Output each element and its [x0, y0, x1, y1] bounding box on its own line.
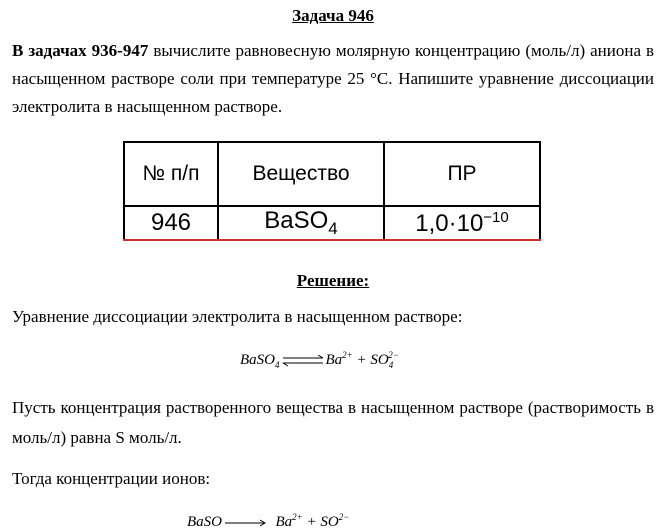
- eq2-cation: Ba: [275, 514, 293, 530]
- eq-anion-charge: 2−: [388, 350, 399, 360]
- eq2-anion: SO: [320, 514, 339, 530]
- cell-pr: [384, 206, 540, 240]
- eq-reactant: BaSO: [240, 352, 275, 368]
- arrow-icon: [224, 517, 266, 529]
- eq-cation-charge: 2+: [342, 350, 353, 360]
- eq-anion-sub: 4: [388, 360, 394, 370]
- page-title: Задача 946: [292, 6, 374, 25]
- header-substance: Вещество: [218, 142, 384, 206]
- cell-substance: [218, 206, 384, 240]
- task-range-label: В задачах 936-947: [12, 41, 149, 60]
- eq-reactant-sub: 4: [275, 360, 280, 370]
- ions-intro: Тогда концентрации ионов:: [12, 469, 211, 488]
- header-number: № п/п: [124, 142, 218, 206]
- task-statement: [12, 37, 654, 121]
- pr-base: 1,0·10: [415, 209, 484, 237]
- eq2-anion-charge: 2−: [338, 512, 350, 522]
- substance-formula: BaSO: [264, 207, 329, 235]
- eq-anion: SO: [370, 352, 389, 368]
- dissociation-equation: [240, 350, 399, 370]
- eq-plus: +: [352, 352, 371, 368]
- data-table: [123, 141, 541, 241]
- solution-title: Решение:: [296, 271, 370, 290]
- table-row: [124, 206, 540, 240]
- eq-cation: Ba: [325, 352, 343, 368]
- eq2-reactant: BaSO: [187, 514, 222, 530]
- eq2-plus: +: [302, 514, 321, 530]
- pr-exponent: −10: [483, 208, 509, 226]
- header-pr: ПР: [384, 142, 540, 206]
- substance-subscript: 4: [328, 218, 338, 238]
- cell-number: 946: [124, 206, 218, 240]
- dissociation-intro: Уравнение диссоциации электролита в насыщенном растворе:: [12, 307, 463, 326]
- task-text: вычислите равновесную молярную концентрацию (моль/л) аниона в насыщенном растворе соли при температуре 25 °С. Напишите уравнение диссоциации электролита в насыщенном растворе.: [12, 41, 655, 116]
- ion-equation-partial: [187, 512, 349, 531]
- eq2-cation-charge: 2+: [292, 512, 303, 522]
- equilibrium-arrows-icon: [282, 355, 324, 367]
- table-header-row: [124, 142, 540, 206]
- concentration-assumption: Пусть концентрация растворенного вещества в насыщенном растворе (растворимость в моль/л) равна S моль/л.: [12, 398, 654, 447]
